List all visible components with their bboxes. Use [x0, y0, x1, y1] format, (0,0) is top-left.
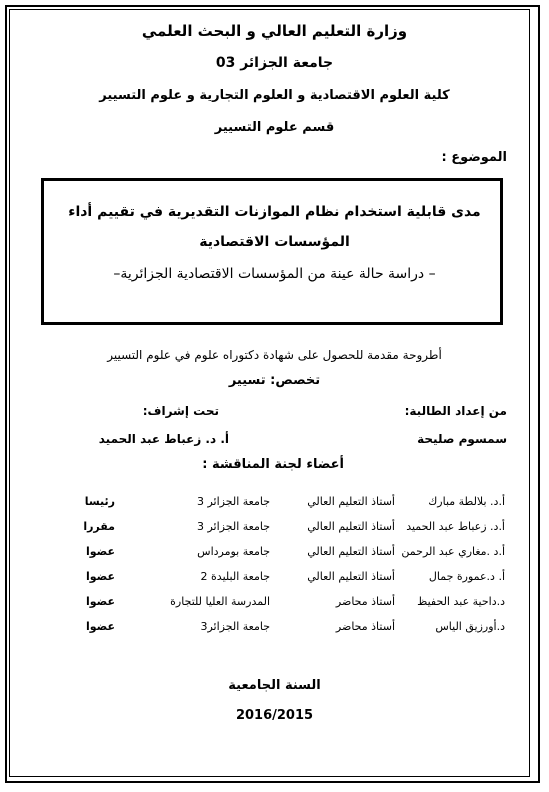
member-rank: أستاذ محاضر	[335, 595, 395, 608]
member-name: أ.د .مغاري عبد الرحمن	[401, 545, 505, 558]
member-rank: أستاذ محاضر	[335, 620, 395, 633]
member-name: أ.د. بلالطة مبارك	[428, 495, 505, 508]
member-name: أ.د. زعباط عبد الحميد	[406, 520, 505, 533]
committee-row	[60, 495, 505, 515]
committee-row	[60, 620, 505, 640]
member-rank: أستاذ التعليم العالي	[307, 520, 395, 533]
student-label: من إعداد الطالبة:	[404, 404, 507, 418]
member-name: د.أورزيق الياس	[435, 620, 505, 633]
subject-box	[41, 178, 503, 325]
member-institution: جامعة الجزائر3	[200, 620, 270, 633]
member-institution: جامعة الجزائر 3	[196, 495, 270, 508]
member-name: د.داحية عبد الحفيظ	[417, 595, 505, 608]
member-role: رئيسا	[84, 495, 115, 508]
thesis-title-line1: مدى قابلية استخدام نظام الموازنات التقديرية في تقييم أداء	[68, 204, 481, 220]
supervisor-label: تحت إشراف:	[142, 404, 219, 418]
thesis-description: أطروحة مقدمة للحصول على شهادة دكتوراه علوم في علوم التسيير	[107, 348, 442, 362]
member-role: عضوا	[85, 620, 115, 633]
thesis-title-line2: المؤسسات الاقتصادية	[199, 234, 350, 250]
member-institution: جامعة بومرداس	[197, 545, 270, 558]
member-role: عضوا	[85, 595, 115, 608]
student-name: سمسوم صليحة	[417, 432, 507, 446]
member-name: أ. د.عمورة جمال	[428, 570, 505, 583]
member-role: مقررا	[83, 520, 115, 533]
ministry-name: وزارة التعليم العالي و البحث العلمي	[141, 22, 408, 40]
committee-row	[60, 520, 505, 540]
member-role: عضوا	[85, 545, 115, 558]
specialty: تخصص: تسيير	[228, 373, 321, 388]
faculty-name: كلية العلوم الاقتصادية و العلوم التجارية و علوم التسيير	[99, 88, 450, 103]
member-rank: أستاذ التعليم العالي	[307, 545, 395, 558]
member-institution: المدرسة العليا للتجارة	[170, 595, 270, 608]
member-rank: أستاذ التعليم العالي	[307, 495, 395, 508]
university-name: جامعة الجزائر 03	[215, 55, 334, 71]
academic-year-label: السنة الجامعية	[228, 678, 321, 693]
member-institution: جامعة البليدة 2	[200, 570, 270, 583]
department-name: قسم علوم التسيير	[214, 120, 335, 135]
committee-row	[60, 595, 505, 615]
member-role: عضوا	[85, 570, 115, 583]
thesis-subtitle: – دراسة حالة عينة من المؤسسات الاقتصادية الجزائرية–	[113, 266, 436, 282]
committee-row	[60, 545, 505, 565]
member-institution: جامعة الجزائر 3	[196, 520, 270, 533]
supervisor-name: أ. د. زعباط عبد الحميد	[98, 432, 229, 446]
committee-row	[60, 570, 505, 590]
subject-label: الموضوع :	[441, 150, 507, 165]
committee-title: أعضاء لجنة المناقشة :	[202, 457, 344, 472]
member-rank: أستاذ التعليم العالي	[307, 570, 395, 583]
academic-year: 2016/2015	[235, 708, 314, 723]
